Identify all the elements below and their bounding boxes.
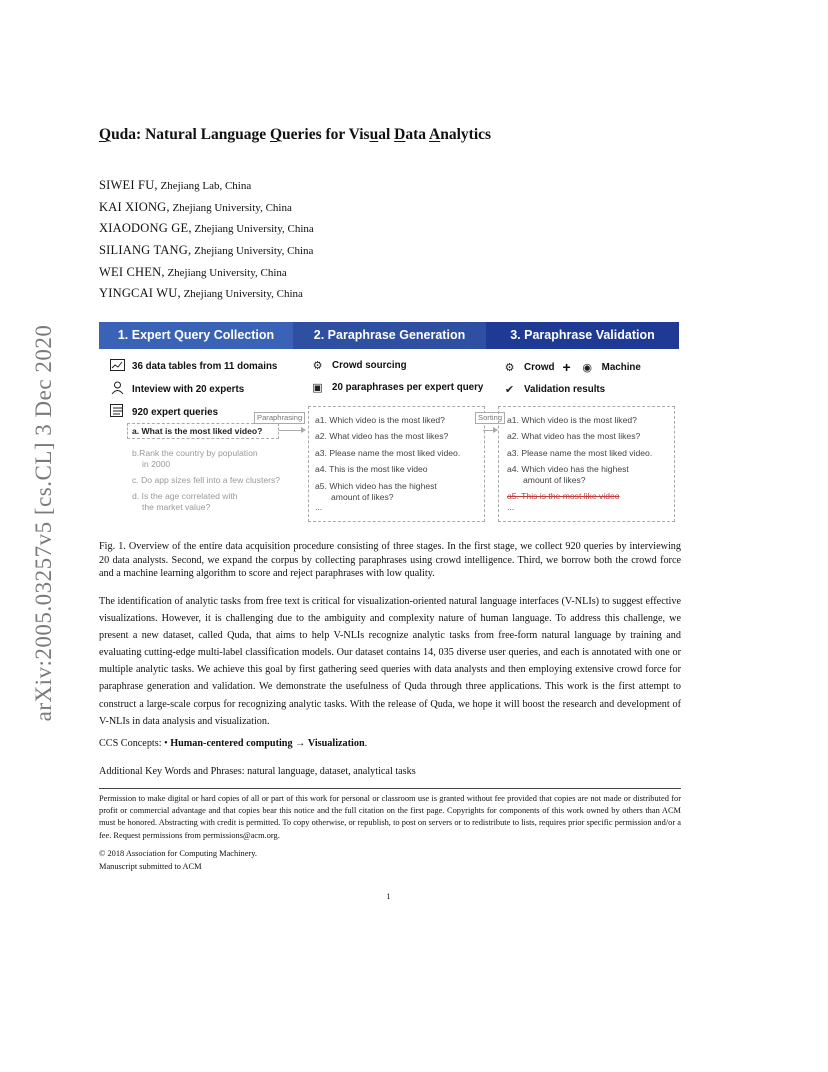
- author-list: [99, 176, 314, 306]
- expert-queries-row: 920 expert queries: [109, 404, 218, 420]
- validated-a4: a4. Which video has the highest: [507, 464, 629, 474]
- sorting-tag: Sorting: [475, 412, 505, 424]
- people-icon: ⚙: [504, 361, 515, 374]
- crowd-machine-row: ⚙ Crowd + ◉ Machine: [501, 359, 641, 375]
- paraphrase-a3: a3. Please name the most liked video.: [315, 448, 461, 458]
- paraphrase-a2: a2. What video has the most likes?: [315, 431, 449, 441]
- validated-a3: a3. Please name the most liked video.: [507, 448, 653, 458]
- paraphrase-a4: a4. This is the most like video: [315, 464, 428, 474]
- author: SILIANG TANG, Zhejiang University, China: [99, 243, 314, 258]
- arxiv-stamp: arXiv:2005.03257v5 [cs.CL] 3 Dec 2020: [31, 324, 56, 722]
- paraphrase-arrow: [279, 430, 305, 431]
- permission-notice: Permission to make digital or hard copies of all or part of this work for personal or classroom use is granted without fee provided that copies are not made or distributed for profit or commercial advantage and that copies bear this notice and the full citation on the first page. Copyrights for components of this work owned by others than ACM must be honored. Abstracting with credit is permitted. To copy otherwise, or republish, to post on servers or to redistribute to lists, requires prior specific permission and/or a fee. Request permissions from permissions@acm.org.: [99, 794, 681, 840]
- query-d: d. Is the age correlated with: [132, 491, 238, 501]
- validated-a2: a2. What video has the most likes?: [507, 431, 641, 441]
- document-icon: [109, 404, 126, 420]
- paraphrase-a5-cont: amount of likes?: [331, 492, 394, 502]
- manuscript-note: Manuscript submitted to ACM: [99, 862, 202, 871]
- people-icon: ⚙: [312, 360, 323, 372]
- paraphrases-row: ▣ 20 paraphrases per expert query: [309, 381, 483, 394]
- query-c: c. Do app sizes fell into a few clusters?: [132, 475, 281, 485]
- validated-a4-cont: amount of likes?: [523, 475, 586, 485]
- copyright: © 2018 Association for Computing Machinery.: [99, 849, 257, 858]
- figure-caption: Fig. 1. Overview of the entire data acquisition procedure consisting of three stages. In the first stage, we collect 920 queries by interviewing 20 data analysts. Second, we expand the corpus by collecting paraphrases using crowd intelligence. Third, we borrow both the crowd force and a machine learning algorithm to score and reject paraphrases with low quality.: [99, 541, 681, 580]
- crowd-sourcing-row: ⚙ Crowd sourcing: [309, 359, 407, 372]
- stage-2-header: 2. Paraphrase Generation: [293, 322, 486, 349]
- check-badge-icon: ✔: [504, 384, 515, 396]
- abstract: The identification of analytic tasks from free text is critical for visualization-oriented natural language interfaces (V-NLIs) to suggest effective visualizations. However, it is challenging due to the ambiguity and complexity nature of human language. To address this challenge, we present a new dataset, called Quda, that aims to help V-NLIs recognize analytic tasks from free-form natural language by training and evaluating cutting-edge multi-label classification models. Our dataset contains 14, 035 diverse user queries, and each is annotated with one or multiple analytic tasks. We achieve this goal by first gathering seed queries with data analysts and then employing extensive crowd force for paraphrase generation and validation. We demonstrate the usefulness of Quda through three applications. This work is the first attempt to construct a large-scale corpus for recognizing analytic tasks. With the release of Quda, we hope it will boost the research and development of V-NLIs in data analysis and visualization.: [99, 596, 681, 727]
- author: YINGCAI WU, Zhejiang University, China: [99, 286, 303, 301]
- figure-1: [99, 322, 679, 522]
- stage-1-header: 1. Expert Query Collection: [99, 322, 293, 349]
- chat-icon: ▣: [312, 382, 323, 394]
- keywords: Additional Key Words and Phrases: natural language, dataset, analytical tasks: [99, 766, 416, 777]
- query-b: b.Rank the country by population: [132, 448, 258, 458]
- paraphrase-a1: a1. Which video is the most liked?: [315, 415, 445, 425]
- validated-a1: a1. Which video is the most liked?: [507, 415, 637, 425]
- paraphrasing-tag: Paraphrasing: [254, 412, 305, 424]
- footnote-rule: [99, 788, 681, 789]
- rejected-a5: a5. This is the most like video: [507, 491, 620, 501]
- interview-row: Inteview with 20 experts: [109, 381, 244, 398]
- author: XIAODONG GE, Zhejiang University, China: [99, 221, 314, 236]
- query-a: a. What is the most liked video?: [132, 426, 263, 436]
- person-icon: [109, 381, 126, 398]
- author: SIWEI FU, Zhejiang Lab, China: [99, 178, 252, 192]
- stage-3-header: 3. Paraphrase Validation: [486, 322, 679, 349]
- query-d-cont: the market value?: [142, 502, 211, 512]
- data-tables-row: 36 data tables from 11 domains: [109, 359, 277, 374]
- paraphrase-more: ...: [315, 502, 323, 512]
- paper-title: Quda: Natural Language Queries for Visual Data Analytics: [99, 126, 492, 143]
- paraphrase-a5: a5. Which video has the highest: [315, 481, 437, 491]
- sorting-arrow: [483, 430, 497, 431]
- query-b-cont: in 2000: [142, 459, 171, 469]
- validation-row: ✔ Validation results: [501, 383, 605, 396]
- robot-icon: ◉: [582, 361, 592, 374]
- page-number: 1: [386, 892, 391, 901]
- ccs-concepts: CCS Concepts: • Human-centered computing → Visualization.: [99, 738, 368, 749]
- author: WEI CHEN, Zhejiang University, China: [99, 264, 287, 279]
- author: KAI XIONG, Zhejiang University, China: [99, 199, 292, 214]
- chart-icon: [109, 359, 126, 374]
- validated-more: ...: [507, 502, 515, 512]
